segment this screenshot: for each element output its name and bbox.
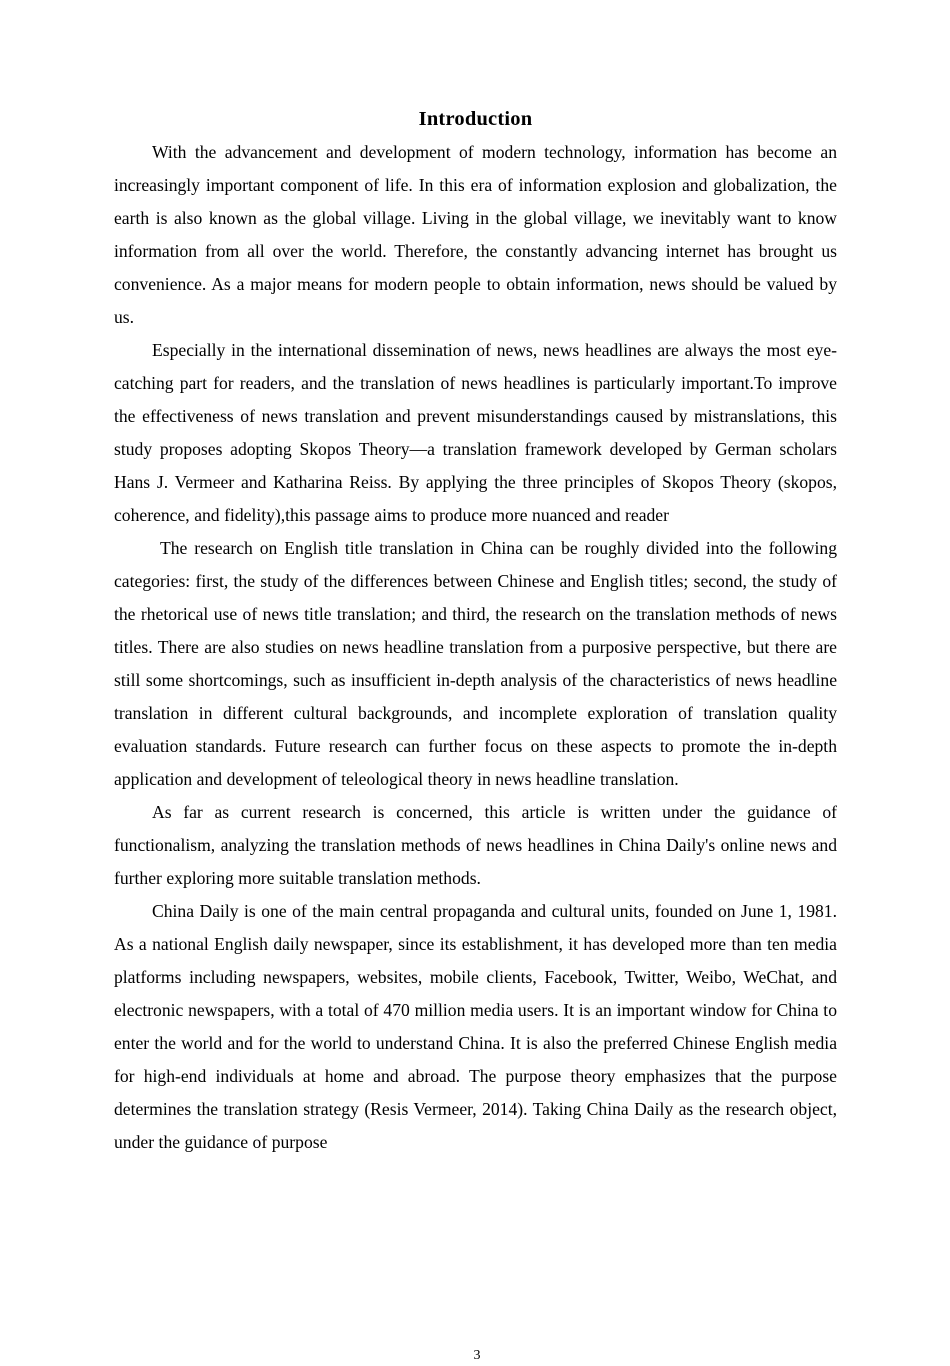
- body-paragraph-1: With the advancement and development of modern technology, information has become an increasingly important component of life. In this era of information explosion and globalization, the earth is also known as the global village. Living in the global village, we inevitably want to know information from all over the world. Therefore, the constantly advancing internet has brought us convenience. As a major means for modern people to obtain information, news should be valued by us.: [114, 142, 837, 327]
- body-paragraph-3: The research on English title translation in China can be roughly divided into the following categories: first, the study of the differences between Chinese and English titles; second, the study of the rhetorical use of news title translation; and third, the research on the translation methods of news titles. There are also studies on news headline translation from a purposive perspective, but there are still some shortcomings, such as insufficient in-depth analysis of the characteristics of news headline translation in different cultural backgrounds, and incomplete exploration of translation quality evaluation standards. Future research can further focus on these aspects to promote the in-depth application and development of teleological theory in news headline translation.: [114, 538, 837, 789]
- body-paragraph-5: China Daily is one of the main central propaganda and cultural units, founded on June 1, 1981. As a national English daily newspaper, since its establishment, it has developed more than ten media platforms including newspapers, websites, mobile clients, Facebook, Twitter, Weibo, WeChat, and electronic newspapers, with a total of 470 million media users. It is an important window for China to enter the world and for the world to understand China. It is also the preferred Chinese English media for high-end individuals at home and abroad. The purpose theory emphasizes that the purpose determines the translation strategy (Resis Vermeer, 2014). Taking China Daily as the research object, under the guidance of purpose: [114, 901, 837, 1152]
- page-body: [114, 103, 837, 1363]
- page-title: Introduction: [418, 108, 533, 130]
- body-paragraph-2: Especially in the international dissemination of news, news headlines are always the most eye-catching part for readers, and the translation of news headlines is particularly important.To improve the effectiveness of news translation and prevent misunderstandings caused by mistranslations, this study proposes adopting Skopos Theory—a translation framework developed by German scholars Hans J. Vermeer and Katharina Reiss. By applying the three principles of Skopos Theory (skopos, coherence, and fidelity),this passage aims to produce more nuanced and reader: [114, 340, 837, 525]
- page-number: 3: [473, 1348, 481, 1363]
- body-paragraph-4: As far as current research is concerned, this article is written under the guidance of functionalism, analyzing the translation methods of news headlines in China Daily's online news and further exploring more suitable translation methods.: [114, 802, 837, 888]
